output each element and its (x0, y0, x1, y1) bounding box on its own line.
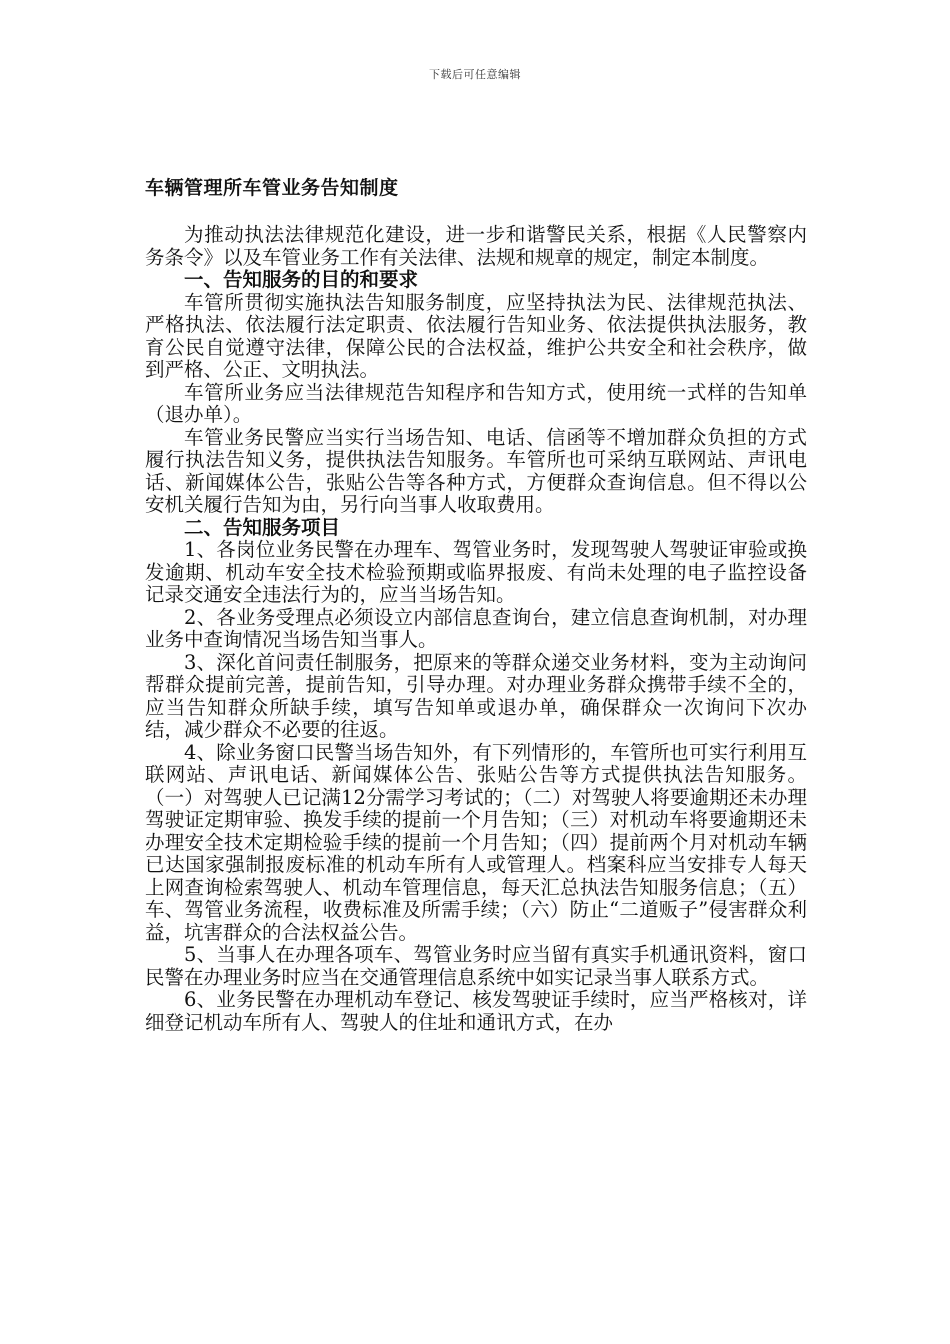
section-heading: 二、告知服务项目 (184, 515, 341, 539)
body-paragraph: 3、深化首问责任制服务，把原来的等群众递交业务材料，变为主动询问帮群众提前完善，提前告知，引导办理。对办理业务群众携带手续不全的，应当告知群众所缺手续，填写告知单或退办单，确保群众一次询问下次办结，减少群众不必要的往返。 (145, 650, 807, 741)
body-paragraph: 5、当事人在办理各项车、驾管业务时应当留有真实手机通讯资料，窗口民警在办理业务时应当在交通管理信息系统中如实记录当事人联系方式。 (145, 943, 807, 989)
body-paragraph: 车管所业务应当法律规范告知程序和告知方式，使用统一式样的告知单（退办单）。 (145, 380, 807, 426)
intro-paragraph: 为推动执法法律规范化建设，进一步和谐警民关系，根据《人民警察内务条令》以及车管业务工作有关法律、法规和规章的规定，制定本制度。 (145, 223, 807, 269)
body-paragraph: 2、各业务受理点必须设立内部信息查询台，建立信息查询机制，对办理业务中查询情况当场告知当事人。 (145, 605, 807, 651)
body-paragraph: 车管所贯彻实施执法告知服务制度，应坚持执法为民、法律规范执法、严格执法、依法履行法定职责、依法履行告知业务、依法提供执法服务，教育公民自觉遵守法律，保障公民的合法权益，维护公共安全和社会秩序，做到严格、公正、文明执法。 (145, 290, 807, 381)
body-paragraph: 4、除业务窗口民警当场告知外，有下列情形的，车管所也可实行利用互联网站、声讯电话、新闻媒体公告、张贴公告等方式提供执法告知服务。（一）对驾驶人已记满12分需学习考试的；（二）对驾驶人将要逾期还未办理驾驶证定期审验、换发手续的提前一个月告知；（三）对机动车将要逾期还未办理安全技术定期检验手续的提前一个月告知；（四）提前两个月对机动车辆已达国家强制报废标准的机动车所有人或管理人。档案科应当安排专人每天上网查询检索驾驶人、机动车管理信息，每天汇总执法告知服务信息；（五）车、驾管业务流程，收费标准及所需手续；（六）防止“二道贩子”侵害群众利益，坑害群众的合法权益公告。 (145, 740, 807, 944)
body-paragraph: 6、业务民警在办理机动车登记、核发驾驶证手续时，应当严格核对，详细登记机动车所有人、驾驶人的住址和通讯方式，在办 (145, 988, 807, 1034)
page-header-note: 下载后可任意编辑 (429, 68, 521, 81)
document-title: 车辆管理所车管业务告知制度 (145, 177, 399, 199)
section-heading: 一、告知服务的目的和要求 (184, 268, 419, 291)
body-paragraph: 车管业务民警应当实行当场告知、电话、信函等不增加群众负担的方式履行执法告知义务，提供执法告知服务。车管所也可采纳互联网站、声讯电话、新闻媒体公告，张贴公告等各种方式，方便群众查询信息。但不得以公安机关履行告知为由，另行向当事人收取费用。 (145, 425, 807, 516)
body-paragraph: 1、各岗位业务民警在办理车、驾管业务时，发现驾驶人驾驶证审验或换发逾期、机动车安全技术检验预期或临界报废、有尚未处理的电子监控设备记录交通安全违法行为的，应当当场告知。 (145, 538, 807, 606)
document-body (145, 224, 807, 1034)
